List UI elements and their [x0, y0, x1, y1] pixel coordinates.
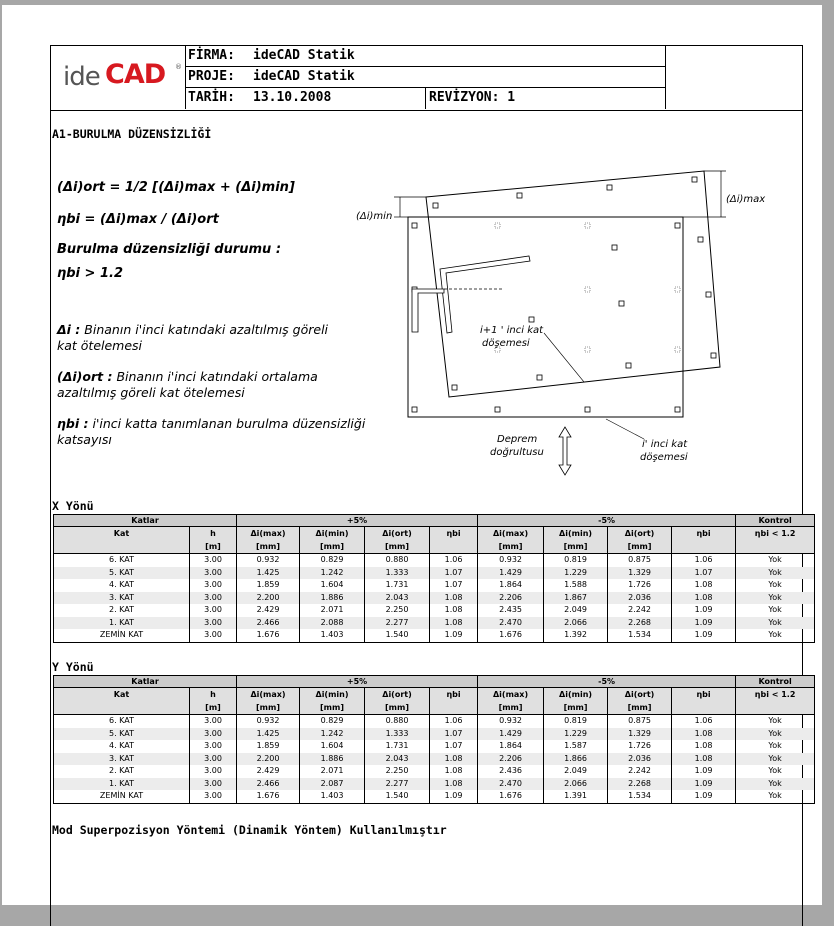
definition-delta-ort-symbol: (Δi)ort : — [57, 369, 113, 384]
report-header — [51, 46, 802, 111]
header-nbi: ηbi — [672, 688, 736, 702]
table-cell: 1.726 — [608, 579, 672, 592]
table-cell: 1.864 — [478, 579, 544, 592]
table-cell: 3.00 — [190, 604, 237, 617]
table-row — [54, 604, 815, 617]
table-cell: 3.00 — [190, 778, 237, 791]
header-nbi: ηbi — [430, 527, 478, 541]
formula-delta-ort: (Δi)ort = 1/2 [(Δi)max + (Δi)min] — [57, 180, 295, 195]
header-dmin: Δi(min) — [300, 527, 365, 541]
table-cell: 1.229 — [544, 728, 608, 741]
table-cell: 1.333 — [365, 567, 430, 580]
table-cell: 1.08 — [430, 765, 478, 778]
table-row — [54, 740, 815, 753]
revizyon-value: REVİZYON: 1 — [425, 88, 665, 109]
table-cell: 1.08 — [430, 753, 478, 766]
table-cell: 2.066 — [544, 778, 608, 791]
table-cell: 3.00 — [190, 617, 237, 630]
table-cell: 1.676 — [237, 790, 300, 803]
unit-mm: [mm] — [544, 540, 608, 554]
header-dort: Δi(ort) — [608, 527, 672, 541]
unit-mm: [mm] — [365, 701, 430, 715]
table-cell: 3.00 — [190, 554, 237, 567]
table-column-header — [54, 688, 815, 702]
table-cell: 1.07 — [672, 567, 736, 580]
firma-label: FİRMA: — [188, 48, 235, 63]
table-cell: 2. KAT — [54, 765, 190, 778]
table-cell: 1.731 — [365, 740, 430, 753]
firma-row — [185, 46, 665, 67]
table-cell: 2.470 — [478, 617, 544, 630]
table-cell: ZEMİN KAT — [54, 629, 190, 642]
tarih-value: 13.10.2008 — [253, 90, 332, 105]
unit-kat-empty — [54, 701, 190, 715]
table-cell: 1.08 — [672, 753, 736, 766]
table-cell: 2.071 — [300, 765, 365, 778]
section-title: A1-BURULMA DÜZENSİZLİĞİ — [52, 127, 212, 141]
table-cell: 2.277 — [365, 778, 430, 791]
table-cell: 0.932 — [478, 715, 544, 728]
method-footnote: Mod Superpozisyon Yöntemi (Dinamik Yöntem) Kullanılmıştır — [52, 823, 447, 837]
table-cell: 1.587 — [544, 740, 608, 753]
header-dort: Δi(ort) — [365, 688, 430, 702]
header-dmin: Δi(min) — [544, 527, 608, 541]
unit-empty — [672, 540, 736, 554]
table-cell: 1.534 — [608, 790, 672, 803]
table-cell: 1.07 — [430, 740, 478, 753]
table-cell: 1.329 — [608, 567, 672, 580]
table-cell: 1.403 — [300, 629, 365, 642]
table-cell: 1.09 — [672, 765, 736, 778]
table-group-header — [54, 676, 815, 688]
table-cell: 1.859 — [237, 579, 300, 592]
table-cell: 1.08 — [430, 778, 478, 791]
header-kontrol: Kontrol — [736, 676, 815, 688]
header-control-criterion: ηbi < 1.2 — [736, 527, 815, 541]
definition-delta-ort-text: Binanın i'inci katındaki ortalama azaltılmış göreli kat ötelemesi — [57, 369, 318, 400]
table-cell: 1. KAT — [54, 778, 190, 791]
table-row — [54, 778, 815, 791]
table-row — [54, 629, 815, 642]
table-cell: 3.00 — [190, 715, 237, 728]
table-cell: Yok — [736, 567, 815, 580]
table-cell: 2.429 — [237, 604, 300, 617]
definition-delta-symbol: Δi : — [57, 322, 81, 337]
table-row — [54, 567, 815, 580]
table-cell: 0.829 — [300, 554, 365, 567]
table-cell: 1.08 — [672, 579, 736, 592]
table-cell: 2. KAT — [54, 604, 190, 617]
table-cell: 5. KAT — [54, 567, 190, 580]
unit-mm: [mm] — [237, 701, 300, 715]
table-cell: 1.886 — [300, 753, 365, 766]
table-cell: 0.932 — [237, 715, 300, 728]
table-row — [54, 765, 815, 778]
header-dmax: Δi(max) — [478, 527, 544, 541]
table-cell: 1.09 — [672, 778, 736, 791]
unit-mm: [mm] — [365, 540, 430, 554]
table-cell: 1.08 — [672, 592, 736, 605]
table-cell: 1.731 — [365, 579, 430, 592]
table-cell: Yok — [736, 740, 815, 753]
table-cell: Yok — [736, 629, 815, 642]
table-cell: 1.09 — [672, 604, 736, 617]
unit-h: [m] — [190, 540, 237, 554]
table-cell: 3.00 — [190, 790, 237, 803]
table-cell: Yok — [736, 728, 815, 741]
table-cell: 2.268 — [608, 617, 672, 630]
table-cell: 2.043 — [365, 753, 430, 766]
logo-registered-mark: ® — [175, 63, 182, 71]
table-cell: 1.242 — [300, 728, 365, 741]
header-dmin: Δi(min) — [300, 688, 365, 702]
table-cell: 1.09 — [672, 617, 736, 630]
table-cell: 3.00 — [190, 592, 237, 605]
y-direction-label: Y Yönü — [52, 660, 94, 674]
table-cell: 1.08 — [672, 740, 736, 753]
table-cell: 0.819 — [544, 715, 608, 728]
table-cell: 2.206 — [478, 592, 544, 605]
delta-min-label: (Δi)min — [356, 211, 393, 222]
header-dort: Δi(ort) — [608, 688, 672, 702]
table-cell: 1.333 — [365, 728, 430, 741]
table-row — [54, 617, 815, 630]
x-direction-label: X Yönü — [52, 499, 94, 513]
definition-delta — [57, 322, 337, 354]
table-cell: 1.867 — [544, 592, 608, 605]
table-cell: Yok — [736, 715, 815, 728]
table-cell: 2.268 — [608, 778, 672, 791]
header-divider — [665, 46, 666, 109]
table-cell: 0.880 — [365, 715, 430, 728]
earthquake-direction-arrow — [559, 427, 571, 475]
y-direction-table — [53, 675, 815, 804]
header-dmax: Δi(max) — [478, 688, 544, 702]
table-cell: 0.819 — [544, 554, 608, 567]
table-row — [54, 715, 815, 728]
upper-columns — [433, 177, 716, 390]
table-cell: 3. KAT — [54, 592, 190, 605]
table-cell: 1.429 — [478, 728, 544, 741]
table-cell: 1.391 — [544, 790, 608, 803]
table-cell: 0.875 — [608, 554, 672, 567]
table-row — [54, 579, 815, 592]
unit-mm: [mm] — [237, 540, 300, 554]
table-cell: 1.859 — [237, 740, 300, 753]
upper-floor-label-1: i+1 ' inci kat — [480, 325, 544, 336]
table-cell: 1.07 — [430, 579, 478, 592]
upper-floor-outline — [426, 171, 720, 397]
table-cell: 1.425 — [237, 728, 300, 741]
lower-floor-label-2: döşemesi — [640, 452, 688, 463]
header-h: h — [190, 688, 237, 702]
x-direction-table — [53, 514, 815, 643]
table-row — [54, 753, 815, 766]
table-cell: 2.436 — [478, 765, 544, 778]
header-dmin: Δi(min) — [544, 688, 608, 702]
table-cell: 0.875 — [608, 715, 672, 728]
definition-eta-symbol: ηbi : — [57, 416, 89, 431]
table-cell: 4. KAT — [54, 579, 190, 592]
table-unit-header — [54, 701, 815, 715]
table-cell: 3. KAT — [54, 753, 190, 766]
table-cell: 6. KAT — [54, 554, 190, 567]
table-cell: 3.00 — [190, 579, 237, 592]
proje-label: PROJE: — [188, 69, 235, 84]
table-cell: 1.886 — [300, 592, 365, 605]
table-cell: 1.676 — [478, 790, 544, 803]
table-cell: 1.540 — [365, 790, 430, 803]
deprem-label-1: Deprem — [497, 434, 538, 445]
table-cell: Yok — [736, 579, 815, 592]
unit-kat-empty — [54, 540, 190, 554]
table-cell: 2.200 — [237, 592, 300, 605]
table-unit-header — [54, 540, 815, 554]
table-cell: 1.540 — [365, 629, 430, 642]
table-cell: 0.829 — [300, 715, 365, 728]
header-kat: Kat — [54, 527, 190, 541]
delta-max-label: (Δi)max — [726, 194, 766, 205]
table-cell: 1.534 — [608, 629, 672, 642]
table-cell: Yok — [736, 790, 815, 803]
table-row — [54, 728, 815, 741]
table-cell: 1.676 — [478, 629, 544, 642]
table-cell: 1.588 — [544, 579, 608, 592]
table-cell: 1.09 — [672, 629, 736, 642]
header-minus-5: -5% — [478, 515, 736, 527]
table-cell: Yok — [736, 617, 815, 630]
unit-mm: [mm] — [300, 540, 365, 554]
table-cell: 2.466 — [237, 778, 300, 791]
unit-empty — [430, 540, 478, 554]
table-cell: 4. KAT — [54, 740, 190, 753]
tarih-row — [185, 88, 665, 108]
definition-delta-text: Binanın i'inci katındaki azaltılmış göreli kat ötelemesi — [57, 322, 329, 353]
table-cell: 6. KAT — [54, 715, 190, 728]
table-cell: 3.00 — [190, 728, 237, 741]
table-cell: 2.242 — [608, 604, 672, 617]
report-page — [2, 5, 822, 905]
lower-floor-leader — [606, 419, 644, 439]
unit-mm: [mm] — [608, 540, 672, 554]
table-cell: 0.880 — [365, 554, 430, 567]
header-control-criterion: ηbi < 1.2 — [736, 688, 815, 702]
lower-columns — [412, 223, 680, 412]
definition-eta-text: i'inci katta tanımlanan burulma düzensizliği katsayısı — [57, 416, 366, 447]
table-cell: 2.435 — [478, 604, 544, 617]
table-cell: 1.604 — [300, 579, 365, 592]
header-minus-5: -5% — [478, 676, 736, 688]
table-cell: Yok — [736, 765, 815, 778]
table-cell: Yok — [736, 604, 815, 617]
table-cell: Yok — [736, 753, 815, 766]
header-katlar: Katlar — [54, 676, 237, 688]
lower-floor-label-1: i' inci kat — [642, 439, 688, 450]
table-cell: 2.036 — [608, 592, 672, 605]
table-cell: ZEMİN KAT — [54, 790, 190, 803]
header-kontrol: Kontrol — [736, 515, 815, 527]
unit-empty — [430, 701, 478, 715]
table-cell: 2.066 — [544, 617, 608, 630]
table-cell: 1.09 — [430, 790, 478, 803]
table-cell: 1.864 — [478, 740, 544, 753]
unit-empty — [672, 701, 736, 715]
table-cell: 1.726 — [608, 740, 672, 753]
definition-delta-ort — [57, 369, 337, 401]
table-cell: 1.06 — [672, 715, 736, 728]
table-column-header — [54, 527, 815, 541]
logo-ide-text: ide — [63, 62, 100, 92]
table-cell: 2.206 — [478, 753, 544, 766]
proje-row — [185, 67, 665, 88]
table-cell: 1.07 — [430, 728, 478, 741]
table-cell: 2.036 — [608, 753, 672, 766]
table-cell: 1.676 — [237, 629, 300, 642]
table-cell: 1.09 — [672, 790, 736, 803]
header-dort: Δi(ort) — [365, 527, 430, 541]
logo-cad-text: CAD — [105, 59, 166, 90]
header-plus-5: +5% — [237, 515, 478, 527]
table-cell: Yok — [736, 592, 815, 605]
table-cell: 1.425 — [237, 567, 300, 580]
header-plus-5: +5% — [237, 676, 478, 688]
unit-mm: [mm] — [300, 701, 365, 715]
table-cell: Yok — [736, 554, 815, 567]
table-cell: 1.242 — [300, 567, 365, 580]
table-row — [54, 554, 815, 567]
table-cell: 1.07 — [430, 567, 478, 580]
table-cell: 1.604 — [300, 740, 365, 753]
proje-value: ideCAD Statik — [253, 69, 355, 84]
table-cell: 1.06 — [430, 715, 478, 728]
torsion-diagram — [354, 157, 774, 477]
definition-eta — [57, 416, 367, 448]
header-h: h — [190, 527, 237, 541]
table-row — [54, 592, 815, 605]
unit-control-empty — [736, 701, 815, 715]
table-cell: 2.466 — [237, 617, 300, 630]
table-cell: 2.242 — [608, 765, 672, 778]
table-cell: 2.429 — [237, 765, 300, 778]
table-cell: 3.00 — [190, 740, 237, 753]
table-cell: 1.08 — [430, 592, 478, 605]
formula-condition-title: Burulma düzensizliği durumu : — [57, 242, 282, 257]
table-cell: 0.932 — [237, 554, 300, 567]
table-cell: 2.049 — [544, 765, 608, 778]
table-cell: 2.200 — [237, 753, 300, 766]
table-cell: 2.087 — [300, 778, 365, 791]
header-katlar: Katlar — [54, 515, 237, 527]
table-cell: 1.06 — [430, 554, 478, 567]
table-cell: 1.08 — [430, 617, 478, 630]
header-kat: Kat — [54, 688, 190, 702]
unit-mm: [mm] — [478, 540, 544, 554]
table-cell: 5. KAT — [54, 728, 190, 741]
formula-condition: ηbi > 1.2 — [57, 266, 123, 281]
table-cell: 0.932 — [478, 554, 544, 567]
table-cell: 2.250 — [365, 604, 430, 617]
header-nbi: ηbi — [430, 688, 478, 702]
table-group-header — [54, 515, 815, 527]
table-cell: 3.00 — [190, 629, 237, 642]
table-cell: 3.00 — [190, 567, 237, 580]
table-cell: 1.403 — [300, 790, 365, 803]
table-cell: 2.250 — [365, 765, 430, 778]
table-cell: 2.470 — [478, 778, 544, 791]
unit-h: [m] — [190, 701, 237, 715]
table-cell: 2.049 — [544, 604, 608, 617]
header-dmax: Δi(max) — [237, 527, 300, 541]
table-cell: 1.08 — [672, 728, 736, 741]
unit-mm: [mm] — [478, 701, 544, 715]
table-cell: 1.08 — [430, 604, 478, 617]
upper-floor-label-2: döşemesi — [482, 338, 530, 349]
table-cell: 1.06 — [672, 554, 736, 567]
tarih-label: TARİH: — [188, 90, 235, 105]
header-nbi: ηbi — [672, 527, 736, 541]
table-cell: 1.229 — [544, 567, 608, 580]
table-cell: 3.00 — [190, 753, 237, 766]
table-cell: 3.00 — [190, 765, 237, 778]
table-cell: 2.043 — [365, 592, 430, 605]
formula-eta-bi: ηbi = (Δi)max / (Δi)ort — [57, 212, 219, 227]
table-cell: 2.088 — [300, 617, 365, 630]
header-dmax: Δi(max) — [237, 688, 300, 702]
unit-mm: [mm] — [608, 701, 672, 715]
upper-floor-leader — [544, 333, 584, 382]
unit-control-empty — [736, 540, 815, 554]
table-cell: 1.329 — [608, 728, 672, 741]
table-cell: 1.429 — [478, 567, 544, 580]
unit-mm: [mm] — [544, 701, 608, 715]
table-cell: 2.071 — [300, 604, 365, 617]
table-cell: 1.866 — [544, 753, 608, 766]
table-row — [54, 790, 815, 803]
table-cell: 1. KAT — [54, 617, 190, 630]
table-cell: 1.09 — [430, 629, 478, 642]
firma-value: ideCAD Statik — [253, 48, 355, 63]
table-cell: 1.392 — [544, 629, 608, 642]
table-cell: Yok — [736, 778, 815, 791]
idecad-logo — [51, 46, 186, 109]
deprem-label-2: doğrultusu — [490, 447, 544, 458]
table-cell: 2.277 — [365, 617, 430, 630]
shear-wall-upper — [440, 256, 530, 333]
